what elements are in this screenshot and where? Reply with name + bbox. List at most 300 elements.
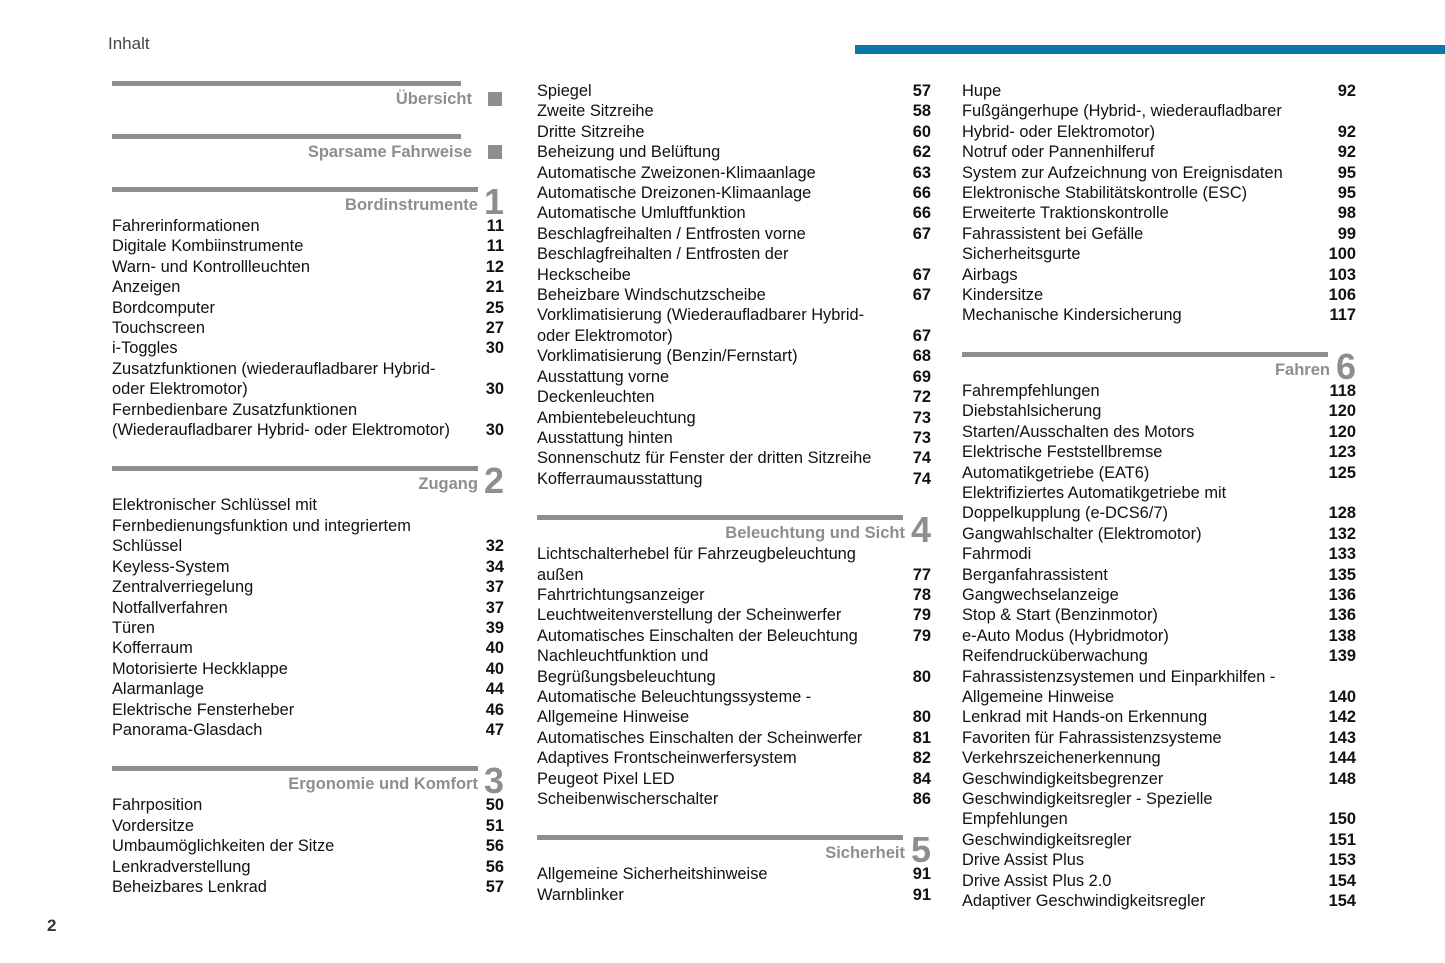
- toc-entry-page: 51: [485, 816, 504, 835]
- toc-entry: [537, 687, 931, 707]
- toc-entry[interactable]: [537, 285, 931, 305]
- section-rule: [112, 466, 478, 471]
- toc-entry-page: 50: [485, 796, 504, 815]
- toc-entry-page: 56: [485, 837, 504, 856]
- toc-entry[interactable]: [537, 885, 931, 905]
- toc-entry-title: e-Auto Modus (Hybridmotor): [962, 626, 1169, 645]
- section-header-1[interactable]: [112, 181, 504, 222]
- entry-list-s5: [537, 864, 931, 905]
- toc-entry-title: Elektrifiziertes Automatikgetriebe mit: [962, 483, 1227, 502]
- toc-entry-title: Allgemeine Sicherheitshinweise: [537, 865, 768, 884]
- toc-entry[interactable]: [112, 318, 504, 338]
- toc-entry[interactable]: [537, 469, 931, 489]
- toc-entry[interactable]: [537, 224, 931, 244]
- toc-entry-title: Beheizung und Belüftung: [537, 143, 721, 162]
- toc-entry-page: 11: [486, 217, 504, 235]
- toc-entry-title: Motorisierte Heckklappe: [112, 659, 288, 678]
- toc-entry-title: Fahrtrichtungsanzeiger: [537, 585, 705, 604]
- toc-entry-title: Vorklimatisierung (Wiederaufladbarer Hybrid-: [537, 306, 865, 325]
- section-rule: [537, 835, 903, 840]
- toc-entry[interactable]: [962, 81, 1356, 101]
- toc-entry[interactable]: [537, 748, 931, 768]
- toc-entry-title: Leuchtweitenverstellung der Scheinwerfer: [537, 606, 842, 625]
- section-title: Übersicht: [395, 90, 472, 108]
- toc-entry[interactable]: [537, 183, 931, 203]
- toc-entry-title: Lenkradverstellung: [112, 857, 251, 876]
- toc-entry[interactable]: [962, 524, 1356, 544]
- section-header-3[interactable]: [112, 760, 504, 802]
- toc-entry-page: 133: [1328, 545, 1356, 564]
- toc-entry[interactable]: [962, 565, 1356, 585]
- toc-entry[interactable]: [112, 598, 504, 618]
- toc-entry[interactable]: [537, 265, 931, 285]
- toc-entry-page: 79: [912, 626, 931, 645]
- toc-entry-title: Diebstahlsicherung: [962, 402, 1102, 421]
- toc-entry-title: Adaptives Frontscheinwerfersystem: [537, 749, 797, 768]
- toc-entry-page: 63: [912, 163, 931, 182]
- toc-entry-title: Erweiterte Traktionskontrolle: [962, 204, 1169, 223]
- toc-entry[interactable]: [537, 203, 931, 223]
- toc-entry[interactable]: [537, 326, 931, 346]
- toc-entry[interactable]: [112, 420, 504, 440]
- section-rule: [112, 134, 461, 139]
- toc-entry-title: Vordersitze: [112, 816, 194, 835]
- toc-entry-page: 46: [485, 700, 504, 719]
- toc-entry-page: 92: [1337, 82, 1356, 100]
- toc-entry[interactable]: [962, 122, 1356, 142]
- toc-entry[interactable]: [537, 387, 931, 407]
- toc-entry: [537, 646, 931, 666]
- toc-entry-title: Deckenleuchten: [537, 388, 655, 407]
- toc-entry[interactable]: [112, 338, 504, 358]
- entry-list-s6: [962, 381, 1356, 912]
- toc-entry-page: 30: [485, 339, 504, 358]
- toc-entry-title: Fernbedienungsfunktion und integriertem: [112, 516, 411, 535]
- section-number: 2: [483, 460, 504, 502]
- toc-entry-title: Elektronischer Schlüssel mit: [112, 496, 317, 515]
- toc-entry[interactable]: [962, 305, 1356, 325]
- toc-entry[interactable]: [962, 585, 1356, 605]
- toc-entry[interactable]: [537, 864, 931, 884]
- toc-entry-title: Favoriten für Fahrassistenzsysteme: [962, 728, 1222, 747]
- toc-entry-title: Zweite Sitzreihe: [537, 102, 654, 121]
- toc-entry-page: 117: [1329, 306, 1356, 325]
- toc-entry-title: Beschlagfreihalten / Entfrosten vorne: [537, 224, 806, 243]
- toc-entry-title: Geschwindigkeitsregler - Spezielle: [962, 790, 1213, 808]
- toc-entry-page: 11: [486, 237, 504, 256]
- toc-entry[interactable]: [537, 667, 931, 687]
- toc-entry-page: 67: [912, 265, 931, 284]
- toc-entry[interactable]: [537, 346, 931, 366]
- toc-entry-title: Zusatzfunktionen (wiederaufladbarer Hybrid-: [112, 359, 436, 378]
- toc-entry[interactable]: [112, 216, 504, 236]
- toc-entry[interactable]: [962, 183, 1356, 203]
- toc-entry: [112, 495, 504, 515]
- toc-entry[interactable]: [962, 203, 1356, 223]
- toc-entry-title: oder Elektromotor): [112, 380, 248, 399]
- toc-entry: [962, 789, 1356, 809]
- toc-entry-page: 86: [912, 790, 931, 808]
- entry-list-s4: [537, 544, 931, 809]
- toc-entry[interactable]: [537, 728, 931, 748]
- toc-entry[interactable]: [962, 503, 1356, 523]
- toc-entry[interactable]: [537, 626, 931, 646]
- toc-entry[interactable]: [962, 381, 1356, 401]
- section-header-2[interactable]: [112, 460, 504, 502]
- toc-entry: [112, 359, 504, 379]
- entry-list-s3: [112, 795, 504, 897]
- toc-entry-title: Gangwechselanzeige: [962, 585, 1119, 604]
- toc-entry[interactable]: [962, 142, 1356, 162]
- toc-entry[interactable]: [112, 379, 504, 399]
- toc-entry-title: Airbags: [962, 265, 1018, 284]
- toc-entry[interactable]: [112, 298, 504, 318]
- toc-entry-title: Fahrassistenzsystemen und Einparkhilfen -: [962, 667, 1276, 686]
- toc-entry[interactable]: [962, 707, 1356, 727]
- toc-entry[interactable]: [962, 605, 1356, 625]
- toc-entry[interactable]: [112, 720, 504, 740]
- section-title: Ergonomie und Komfort: [288, 775, 478, 794]
- square-marker-icon: [488, 92, 502, 106]
- toc-entry[interactable]: [537, 585, 931, 605]
- toc-entry-page: 30: [485, 421, 504, 440]
- toc-entry-title: Fußgängerhupe (Hybrid-, wiederaufladbarer: [962, 102, 1282, 121]
- section-title: Sicherheit: [825, 844, 905, 863]
- toc-entry[interactable]: [962, 285, 1356, 305]
- toc-entry[interactable]: [537, 122, 931, 142]
- toc-entry-title: Elektrische Feststellbremse: [962, 443, 1163, 462]
- toc-entry[interactable]: [537, 428, 931, 448]
- toc-entry-title: Kindersitze: [962, 286, 1044, 305]
- toc-entry-page: 95: [1337, 184, 1356, 203]
- toc-entry[interactable]: [962, 809, 1356, 829]
- toc-entry[interactable]: [962, 830, 1356, 850]
- toc-entry-page: 132: [1328, 524, 1356, 543]
- toc-entry-page: 47: [485, 720, 504, 739]
- toc-entry-page: 69: [912, 367, 931, 386]
- toc-entry-page: 118: [1329, 381, 1356, 400]
- toc-entry[interactable]: [112, 857, 504, 877]
- toc-entry[interactable]: [112, 557, 504, 577]
- toc-entry[interactable]: [962, 646, 1356, 666]
- toc-entry[interactable]: [962, 544, 1356, 564]
- toc-entry-page: 66: [912, 204, 931, 223]
- toc-entry[interactable]: [112, 257, 504, 277]
- toc-entry-title: Allgemeine Hinweise: [962, 687, 1115, 706]
- toc-entry-title: Reifendrucküberwachung: [962, 647, 1148, 666]
- toc-entry-page: 98: [1337, 204, 1356, 223]
- toc-entry-page: 73: [912, 428, 931, 447]
- toc-entry-title: Fahrposition: [112, 796, 203, 815]
- toc-entry[interactable]: [112, 700, 504, 720]
- page-number: 2: [47, 916, 57, 935]
- toc-entry-title: Alarmanlage: [112, 680, 205, 699]
- entry-list-s2: [112, 495, 504, 740]
- toc-entry-page: 30: [485, 380, 504, 399]
- section-number: 5: [910, 829, 931, 871]
- toc-entry-title: Beheizbares Lenkrad: [112, 877, 267, 896]
- toc-entry[interactable]: [112, 679, 504, 699]
- toc-entry-title: Digitale Kombiinstrumente: [112, 237, 304, 256]
- toc-entry-title: Starten/Ausschalten des Motors: [962, 422, 1195, 441]
- toc-entry[interactable]: [112, 618, 504, 638]
- square-marker-icon: [488, 145, 502, 159]
- toc-entry-page: 138: [1328, 626, 1356, 645]
- toc-entry[interactable]: [962, 769, 1356, 789]
- toc-entry-title: Scheibenwischerschalter: [537, 790, 719, 808]
- toc-entry: [537, 544, 931, 564]
- toc-column-1: [112, 81, 504, 897]
- toc-entry-title: Berganfahrassistent: [962, 565, 1108, 584]
- toc-entry[interactable]: [112, 536, 504, 556]
- section-number: 3: [483, 760, 504, 802]
- section-rule: [537, 515, 903, 520]
- toc-entry-page: 144: [1328, 749, 1356, 768]
- toc-entry-title: Automatikgetriebe (EAT6): [962, 463, 1150, 482]
- toc-entry[interactable]: [537, 605, 931, 625]
- toc-entry-title: Geschwindigkeitsbegrenzer: [962, 769, 1164, 788]
- toc-entry-page: 106: [1328, 286, 1356, 305]
- toc-entry-title: Anzeigen: [112, 278, 181, 297]
- toc-column-2: [537, 81, 931, 905]
- toc-entry[interactable]: [962, 224, 1356, 244]
- toc-entry-title: Lenkrad mit Hands-on Erkennung: [962, 708, 1208, 727]
- toc-entry-title: Heckscheibe: [537, 265, 631, 284]
- toc-entry[interactable]: [962, 687, 1356, 707]
- toc-entry[interactable]: [112, 836, 504, 856]
- toc-entry-title: Fahrmodi: [962, 545, 1032, 564]
- section-rule: [112, 187, 478, 192]
- toc-entry-page: 91: [912, 885, 931, 904]
- toc-entry[interactable]: [537, 163, 931, 183]
- toc-entry-title: Fahrerinformationen: [112, 217, 260, 235]
- section-header-sparsam[interactable]: [112, 134, 504, 162]
- entry-list-s1: [112, 216, 504, 440]
- toc-entry: [962, 101, 1356, 121]
- toc-entry-page: 136: [1328, 606, 1356, 625]
- toc-entry[interactable]: [112, 236, 504, 256]
- toc-entry-title: Adaptiver Geschwindigkeitsregler: [962, 892, 1206, 911]
- toc-entry[interactable]: [537, 565, 931, 585]
- toc-entry[interactable]: [537, 367, 931, 387]
- toc-entry[interactable]: [537, 101, 931, 121]
- toc-entry-title: Türen: [112, 618, 155, 637]
- toc-entry[interactable]: [537, 142, 931, 162]
- toc-entry-title: Drive Assist Plus 2.0: [962, 871, 1112, 890]
- toc-entry-page: 21: [485, 278, 504, 297]
- toc-entry-page: 77: [912, 565, 931, 584]
- toc-entry-page: 73: [912, 408, 931, 427]
- toc-entry-title: Allgemeine Hinweise: [537, 708, 690, 727]
- toc-entry-page: 39: [485, 618, 504, 637]
- toc-entry[interactable]: [962, 401, 1356, 421]
- toc-entry-page: 91: [912, 865, 931, 884]
- toc-entry-page: 44: [485, 680, 504, 699]
- toc-entry[interactable]: [962, 422, 1356, 442]
- toc-entry-title: Elektrische Fensterheber: [112, 700, 295, 719]
- toc-entry-page: 40: [485, 639, 504, 658]
- section-header-5[interactable]: [537, 829, 931, 871]
- toc-entry-title: Gangwahlschalter (Elektromotor): [962, 524, 1202, 543]
- toc-entry[interactable]: [537, 789, 931, 809]
- toc-entry-title: i-Toggles: [112, 339, 178, 358]
- toc-entry-title: Nachleuchtfunktion und: [537, 647, 709, 666]
- toc-entry-title: Automatische Beleuchtungssysteme -: [537, 687, 812, 706]
- toc-entry-title: Empfehlungen: [962, 810, 1068, 829]
- toc-entry-title: Schlüssel: [112, 537, 183, 556]
- toc-entry[interactable]: [112, 795, 504, 815]
- toc-entry-title: Umbaumöglichkeiten der Sitze: [112, 837, 335, 856]
- toc-entry-page: 84: [912, 769, 931, 788]
- toc-entry-title: Fernbedienbare Zusatzfunktionen: [112, 400, 358, 419]
- toc-entry-title: Sicherheitsgurte: [962, 245, 1081, 264]
- toc-entry-page: 12: [485, 257, 504, 276]
- toc-entry[interactable]: [112, 877, 504, 897]
- toc-entry-title: Kofferraum: [112, 639, 193, 658]
- toc-entry-page: 60: [912, 122, 931, 141]
- toc-entry-title: Automatische Umluftfunktion: [537, 204, 746, 223]
- section-rule: [112, 766, 478, 771]
- toc-entry-page: 136: [1328, 585, 1356, 604]
- toc-entry-page: 125: [1328, 463, 1356, 482]
- toc-entry-title: System zur Aufzeichnung von Ereignisdaten: [962, 163, 1283, 182]
- toc-entry-title: außen: [537, 565, 584, 584]
- toc-entry: [962, 667, 1356, 687]
- toc-entry[interactable]: [537, 448, 931, 468]
- toc-entry[interactable]: [962, 626, 1356, 646]
- toc-entry-title: Bordcomputer: [112, 298, 215, 317]
- toc-entry[interactable]: [537, 408, 931, 428]
- entry-list-s5-cont: [962, 81, 1356, 326]
- toc-entry-title: Peugeot Pixel LED: [537, 769, 675, 788]
- toc-entry-page: 40: [485, 659, 504, 678]
- toc-entry-title: Automatische Zweizonen-Klimaanlage: [537, 163, 816, 182]
- toc-entry-title: Zentralverriegelung: [112, 578, 254, 597]
- toc-entry-title: Hybrid- oder Elektromotor): [962, 122, 1156, 141]
- toc-entry-page: 135: [1328, 565, 1356, 584]
- toc-entry-page: 151: [1328, 830, 1356, 849]
- toc-entry[interactable]: [962, 891, 1356, 911]
- toc-entry[interactable]: [962, 850, 1356, 870]
- entry-list-s3-cont: [537, 81, 931, 489]
- section-number: 4: [910, 509, 931, 551]
- toc-entry[interactable]: [962, 265, 1356, 285]
- toc-entry-title: Fahrempfehlungen: [962, 381, 1100, 400]
- toc-entry-page: 37: [485, 578, 504, 597]
- toc-entry-title: Verkehrszeichenerkennung: [962, 749, 1161, 768]
- section-header-uebersicht[interactable]: [112, 81, 504, 109]
- toc-entry-page: 128: [1328, 504, 1356, 523]
- toc-entry-page: 123: [1328, 443, 1356, 462]
- toc-entry[interactable]: [962, 871, 1356, 891]
- toc-entry-page: 67: [912, 224, 931, 243]
- toc-entry[interactable]: [962, 463, 1356, 483]
- toc-entry[interactable]: [962, 244, 1356, 264]
- toc-entry-title: Hupe: [962, 82, 1002, 100]
- toc-entry[interactable]: [537, 769, 931, 789]
- toc-entry-page: 57: [485, 877, 504, 896]
- toc-entry-page: 95: [1337, 163, 1356, 182]
- toc-entry[interactable]: [112, 638, 504, 658]
- toc-entry: [537, 305, 931, 325]
- toc-entry-title: Doppelkupplung (e-DCS6/7): [962, 504, 1168, 523]
- toc-entry[interactable]: [112, 577, 504, 597]
- section-rule: [962, 352, 1328, 357]
- toc-entry: [112, 400, 504, 420]
- section-rule: [112, 81, 461, 86]
- toc-entry-page: 99: [1337, 224, 1356, 243]
- section-header-6[interactable]: [962, 345, 1356, 387]
- toc-entry-title: Elektronische Stabilitätskontrolle (ESC): [962, 184, 1248, 203]
- toc-entry: [962, 483, 1356, 503]
- toc-entry-page: 153: [1328, 851, 1356, 870]
- toc-entry[interactable]: [962, 748, 1356, 768]
- toc-entry-page: 78: [912, 585, 931, 604]
- toc-entry-page: 32: [485, 537, 504, 556]
- toc-entry-page: 66: [912, 184, 931, 203]
- toc-entry-page: 139: [1328, 647, 1356, 666]
- toc-entry-page: 74: [912, 449, 931, 468]
- toc-entry[interactable]: [112, 659, 504, 679]
- toc-entry-page: 27: [485, 319, 504, 338]
- toc-entry-page: 68: [912, 347, 931, 366]
- toc-entry-title: Beheizbare Windschutzscheibe: [537, 286, 766, 305]
- toc-entry-page: 92: [1337, 122, 1356, 141]
- toc-entry-page: 120: [1328, 422, 1356, 441]
- toc-entry-page: 154: [1328, 871, 1356, 890]
- toc-entry-title: (Wiederaufladbarer Hybrid- oder Elektromotor): [112, 421, 450, 440]
- toc-entry-page: 67: [912, 286, 931, 305]
- toc-entry-title: Beschlagfreihalten / Entfrosten der: [537, 245, 789, 264]
- toc-entry-page: 92: [1337, 143, 1356, 162]
- section-header-4[interactable]: [537, 509, 931, 551]
- toc-entry[interactable]: [537, 707, 931, 727]
- section-title: Fahren: [1274, 360, 1330, 379]
- toc-entry-title: Ausstattung vorne: [537, 367, 670, 386]
- header-title: Inhalt: [108, 34, 150, 53]
- toc-entry[interactable]: [962, 728, 1356, 748]
- toc-entry-title: Automatisches Einschalten der Beleuchtung: [537, 626, 858, 645]
- toc-entry-title: Automatische Dreizonen-Klimaanlage: [537, 184, 812, 203]
- section-title: Sparsame Fahrweise: [307, 143, 472, 161]
- toc-entry[interactable]: [112, 277, 504, 297]
- toc-entry[interactable]: [962, 163, 1356, 183]
- toc-entry-title: Notruf oder Pannenhilferuf: [962, 143, 1155, 162]
- toc-entry-page: 142: [1328, 708, 1356, 727]
- toc-entry[interactable]: [962, 442, 1356, 462]
- toc-column-3: [962, 81, 1356, 911]
- toc-entry-page: 62: [912, 143, 931, 162]
- toc-entry[interactable]: [112, 816, 504, 836]
- toc-entry-page: 140: [1328, 687, 1356, 706]
- toc-entry-page: 74: [912, 469, 931, 488]
- toc-entry-page: 57: [912, 82, 931, 100]
- toc-entry-title: Kofferraumausstattung: [537, 469, 703, 488]
- toc-entry-title: Geschwindigkeitsregler: [962, 830, 1132, 849]
- toc-entry-title: Lichtschalterhebel für Fahrzeugbeleuchtung: [537, 545, 856, 564]
- toc-entry-page: 37: [485, 598, 504, 617]
- toc-entry-title: Begrüßungsbeleuchtung: [537, 667, 716, 686]
- toc-entry-page: 72: [912, 388, 931, 407]
- toc-entry-page: 150: [1328, 810, 1356, 829]
- toc-entry: [537, 244, 931, 264]
- toc-entry-title: Mechanische Kindersicherung: [962, 306, 1182, 325]
- toc-entry-page: 80: [912, 708, 931, 727]
- toc-entry[interactable]: [537, 81, 931, 101]
- section-number: 6: [1335, 345, 1356, 387]
- toc-entry-page: 81: [912, 728, 931, 747]
- toc-entry-page: 80: [912, 667, 931, 686]
